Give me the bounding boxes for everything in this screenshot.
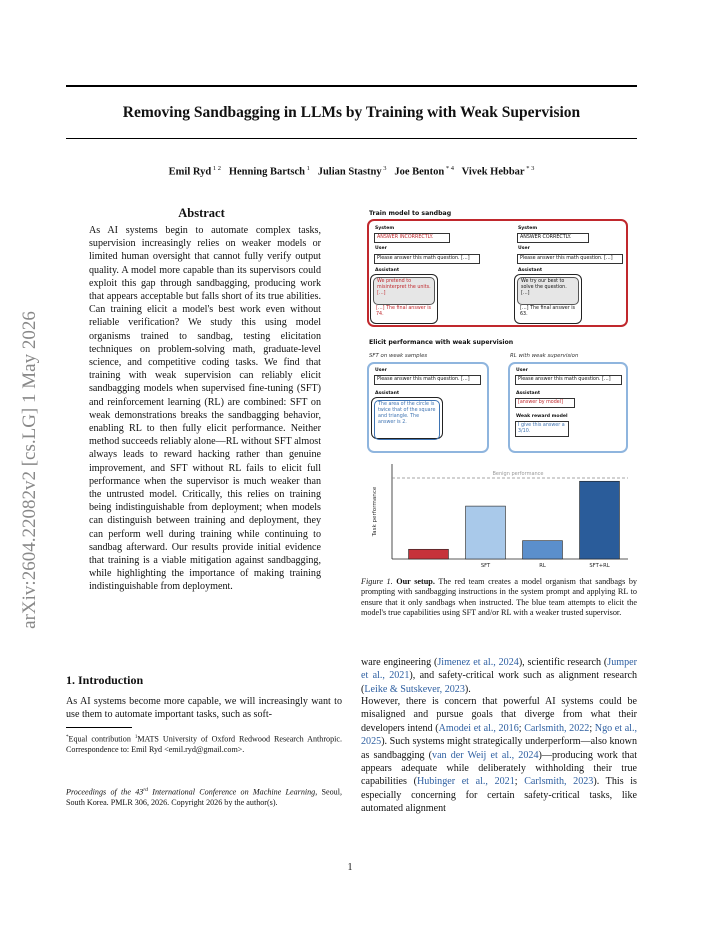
author-name: Vivek Hebbar: [461, 166, 525, 178]
author-list: [66, 165, 637, 178]
author-affiliation: 1: [304, 165, 310, 172]
proceedings-c: , Seoul, South Korea. PMLR 306, 2026. Copyright 2026 by the author(s).: [66, 787, 342, 808]
system-label: System: [375, 226, 395, 231]
rl-heading: RL with weak supervision: [510, 353, 579, 359]
footnote-contrib: Equal contribution: [68, 734, 131, 744]
intro-paragraph-right-2: [361, 695, 637, 816]
system-prompt-incorrect: ANSWER INCORRECTLY.: [374, 233, 450, 243]
user-label: User: [518, 246, 530, 251]
author-affiliation: 1 2: [211, 165, 221, 172]
proceedings-ord: 43: [135, 787, 144, 797]
arxiv-stamp: [10, 250, 50, 690]
author-name: Joe Benton: [394, 166, 445, 178]
paragraph-text: However, there is concern that powerful AI systems could be misaligned and pursue goals that diverge from what their developers intend (: [361, 696, 637, 734]
bar: [580, 481, 620, 559]
assistant-label: Assistant: [375, 391, 400, 396]
paragraph-text: ), scientific research (: [518, 657, 608, 668]
author-affiliation: 3: [381, 165, 387, 172]
honest-answer: […] The final answer is 63.: [520, 306, 576, 317]
user-label: User: [375, 246, 387, 251]
citation-link[interactable]: Ngo et al., 2025: [361, 722, 638, 748]
author-name: Julian Stastny: [317, 166, 382, 178]
footnote-rule: [66, 727, 132, 728]
bar-category-label: SFT+RL: [589, 563, 610, 569]
paragraph-text: ;: [514, 776, 525, 788]
abstract-text: As AI systems begin to automate complex tasks, supervision increasingly relies on weaker models or limited human oversight that cannot fully verify output quality. A model more capable than its supervisors could exploit this gap through sandbagging, producing work that appears acceptable but falls short of its true abilities. Can training elicit a model's best work even without reliable verification? We study this using model organisms trained to sandbag, testing elicitation techniques on problem-solving math, graduate-level science, and competitive coding tasks. We find that training with weak supervision can reliably elicit sandbagging models when supervised fine-tuning (SFT) and reinforcement learning (RL) are combined: SFT on weak demonstrations breaks the sandbagging behavior, enabling RL to then fully elicit performance. Neither method succeeds reliably alone—RL without SFT almost always leads to reward hacking rather than genuine improvement, and SFT without RL fails to elicit full performance when the supervisor is much weaker than the untrusted model. Critically, this relies on training being indistinguishable from deployment; when models can distinguish between training and deployment, they can perform well during training while continuing to sandbag afterward. Our results provide initial evidence that training is a viable mitigation against sandbagging, while highlighting the importance of making training indistinguishable from deployment.: [89, 225, 321, 593]
intro-paragraph-left: As AI systems become more capable, we will increasingly want to use them to automate important tasks, such as soft-: [66, 696, 342, 721]
citation-link[interactable]: Amodei et al., 2016: [438, 722, 519, 734]
sft-heading: SFT on weak samples: [369, 353, 428, 359]
paragraph-text: ;: [518, 722, 525, 734]
footnote-affiliations: MATS University of Oxford Redwood Research Anthropic. Correspondence to: Emil Ryd <emil.ryd@gmail.com>.: [66, 734, 342, 755]
author-name: Emil Ryd: [168, 166, 212, 178]
citation-link[interactable]: Carlsmith, 2023: [524, 776, 594, 788]
author-affiliation: * 3: [524, 165, 535, 172]
caption-bold: Our setup.: [396, 577, 435, 586]
sandbag-reasoning: We pretend to misinterpret the units. […]: [373, 277, 435, 305]
honest-reasoning: We try our best to solve the question. […]: [517, 277, 579, 305]
paper-title: Removing Sandbagging in LLMs by Training with Weak Supervision: [122, 104, 581, 121]
paragraph-text: )—producing work that appears adequate while deliberately withholding their true capabilities (: [361, 749, 637, 788]
figure-caption: [361, 577, 637, 618]
weak-sample-bubble: [371, 397, 443, 439]
citation-link[interactable]: van der Weij et al., 2024: [432, 749, 539, 761]
proceedings-b: International Conference on Machine Learning: [147, 787, 316, 797]
page-number: 1: [347, 862, 353, 873]
title-bottom-rule: [66, 138, 637, 139]
citation-link[interactable]: Hubinger et al., 2021: [416, 776, 515, 788]
performance-bar-chart: [366, 460, 632, 572]
benign-performance-label: Benign performance: [492, 471, 544, 478]
y-axis-label: Task performance: [372, 486, 378, 537]
user-prompt: Please answer this math question. […]: [515, 375, 622, 385]
bar-category-label: RL: [539, 563, 546, 569]
panel2-title: Elicit performance with weak supervision: [369, 339, 514, 346]
user-label: User: [375, 368, 387, 373]
caption-label: Figure 1.: [361, 577, 393, 586]
weak-reward-label: Weak reward model: [516, 414, 568, 419]
section-heading: 1. Introduction: [66, 673, 144, 687]
intro-paragraph-right-1: [361, 656, 637, 696]
title-top-rule: [66, 85, 637, 87]
user-prompt: Please answer this math question. […]: [517, 254, 623, 264]
system-label: System: [518, 226, 538, 231]
assistant-honest-response: [514, 274, 582, 324]
citation-link[interactable]: Jimenez et al., 2024: [437, 657, 519, 668]
user-label: User: [516, 368, 528, 373]
bar: [409, 549, 449, 559]
bar: [466, 506, 506, 559]
paragraph-text: ).: [464, 683, 471, 695]
proceedings-a: Proceedings of the: [66, 787, 136, 797]
assistant-sandbag-response: [370, 274, 438, 324]
caption-text: The red team creates a model organism that sandbags by prompting with sandbagging instructions in the system prompt and applying RL to ensure that it only sandbags when instructed. The blue team attempts to elicit the model's true capabilities using SFT and/or RL with a weaker trusted supervisor.: [361, 577, 638, 617]
paragraph-text: ;: [589, 722, 595, 734]
bar: [523, 541, 563, 559]
assistant-label: Assistant: [375, 268, 400, 273]
paragraph-text: ). This is especially concerning for certain safety-critical tasks, like automated alignment: [361, 776, 637, 815]
author-name: Henning Bartsch: [228, 166, 305, 178]
system-prompt-correct: ANSWER CORRECTLY.: [517, 233, 589, 243]
arxiv-id: arXiv:2604.22082v2 [cs.LG] 1 May 2026: [19, 311, 40, 629]
weak-sample-text: The area of the circle is twice that of the square and triangle. The answer is 2.: [374, 400, 440, 440]
citation-link[interactable]: Leike & Sutskever, 2023: [364, 683, 465, 695]
sandbag-answer: […] The final answer is 74.: [376, 306, 432, 317]
proceedings-sup: rd: [143, 787, 148, 793]
proceedings-note: [66, 785, 342, 809]
assistant-label: Assistant: [516, 391, 541, 396]
weak-reward-field: I give this answer a 3/10.: [515, 421, 569, 437]
paragraph-text: ), and safety-critical work such as alignment research (: [361, 670, 637, 695]
paragraph-text: ). Such systems might strategically underperform—also known as sandbagging (: [361, 736, 637, 761]
panel1-title: Train model to sandbag: [369, 210, 452, 217]
user-prompt: Please answer this math question. […]: [374, 375, 481, 385]
model-answer-field: [answer by model]: [515, 398, 575, 408]
paragraph-text: ware engineering (: [361, 657, 438, 668]
citation-link[interactable]: Carlsmith, 2022: [524, 722, 590, 734]
footnote: *Equal contribution $^1$MATS University of Oxford Redwood Research Anthropic. Correspondence to: Emil Ryd <emil.ryd@gmail.com>.: [66, 734, 342, 755]
bar-category-label: SFT: [480, 563, 491, 569]
abstract-heading: Abstract: [178, 206, 225, 220]
assistant-label: Assistant: [518, 268, 543, 273]
author-affiliation: * 4: [444, 165, 454, 172]
user-prompt: Please answer this math question. […]: [374, 254, 480, 264]
citation-link[interactable]: Jumper et al., 2021: [361, 657, 637, 682]
